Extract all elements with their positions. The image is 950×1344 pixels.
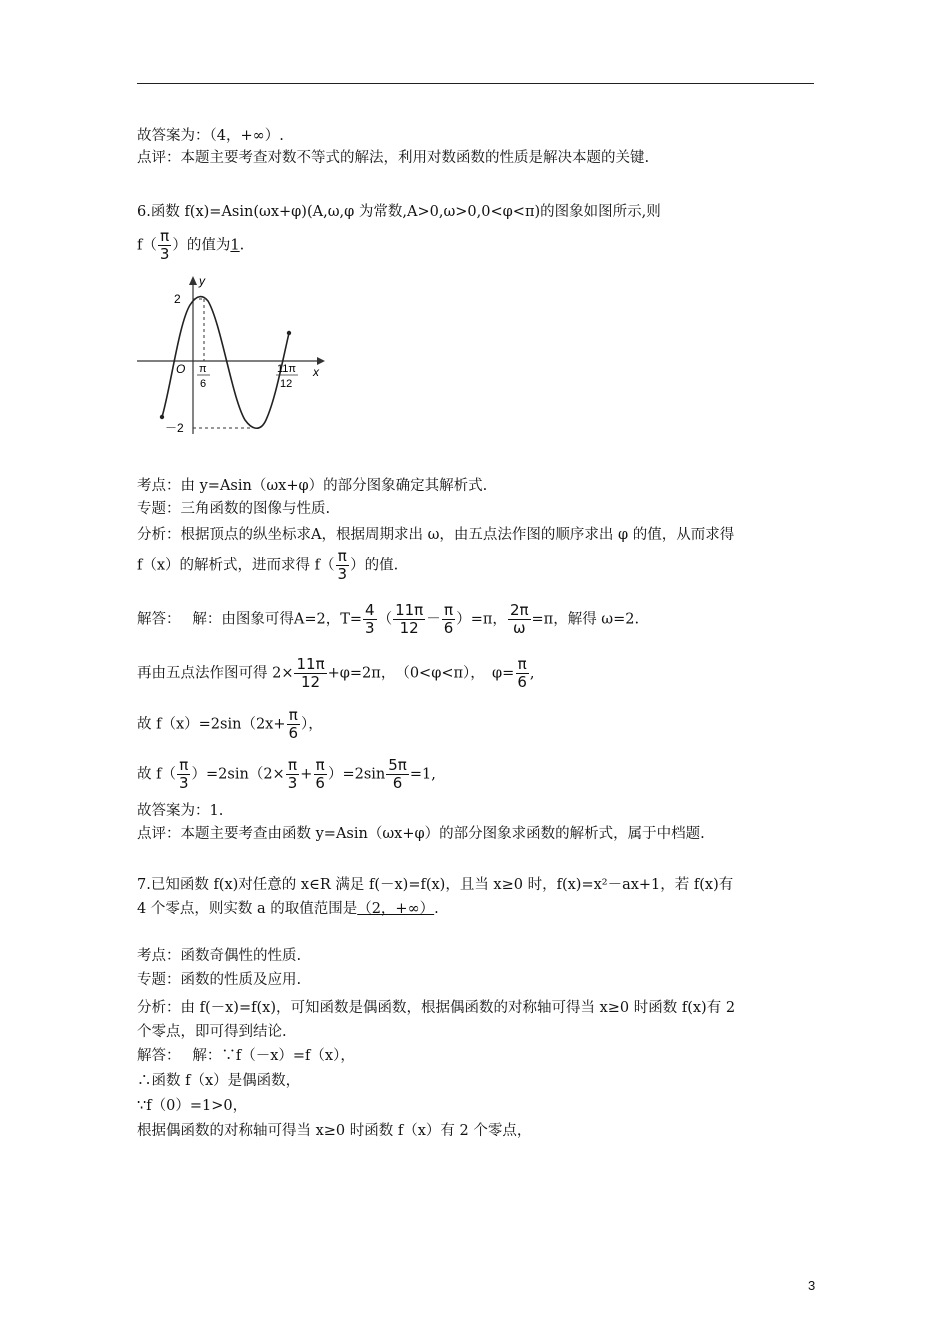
fraction: $\frac{4}{3}$ [365,601,375,637]
q7-jieda-line3: ∵f（0）=1>0， [137,1098,248,1114]
fraction: $\frac{\pi}{3}$ [178,756,189,792]
q6-fenxi-line1: 分析：根据顶点的纵坐标求A，根据周期求出 ω，由五点法作图的顺序求出 φ 的值，从而求得 [137,527,735,543]
q6-comment: 点评：本题主要考查由函数 y=Asin（ωx+φ）的部分图象求函数的解析式，属于中档题. [137,826,705,842]
q7-jieda-line4: 根据偶函数的对称轴可得当 x≥0 时函数 f（x）有 2 个零点， [137,1123,532,1139]
q6-stem-line1: 6.函数 f(x)=Asin(ωx+φ)(A,ω,φ 为常数,A>0,ω>0,0<φ<π)的图象如图所示,则 [137,204,661,220]
fraction: $\frac{\pi}{3}$ [159,227,170,263]
y-min-label: －2 [165,421,184,435]
q7-fenxi-line2: 个零点，即可得到结论. [137,1024,287,1040]
fraction: $\frac{11\pi}{12}$ [395,601,424,637]
tick2-den: 12 [280,378,293,390]
prev-answer: 故答案为：（4，+∞）. [137,128,284,144]
q7-jieda-line1: 解答： 解：∵f（－x）=f（x）， [137,1048,355,1064]
origin-label: O [176,362,186,376]
prev-comment: 点评：本题主要考查对数不等式的解法，利用对数函数的性质是解决本题的关键. [137,150,650,166]
fraction: $\frac{\pi}{6}$ [517,655,527,691]
fraction: $\frac{\pi}{3}$ [287,756,298,792]
q7-stem-line2: 4 个零点，则实数 a 的取值范围是（2，+∞）. [137,901,439,917]
fraction: $\frac{2\pi}{\omega}$ [509,601,529,637]
tick2-num: 11π [277,363,297,375]
x-axis-arrow [317,357,325,365]
q6-jieda-line4: 故 f（ $\frac{\pi}{3}$ ）=2sin（2× $\frac{\pi}{3}$ + $\frac{\pi}{6}$ ）=2sin $\frac{5\pi}{6}$ =1, [137,756,436,792]
q6-zhuanti: 专题：三角函数的图像与性质. [137,501,331,517]
q6-jieda-line3: 故 f（x）=2sin（2x+ $\frac{\pi}{6}$ ）， [137,706,323,742]
fraction: $\frac{\pi}{6}$ [443,601,454,637]
fraction: $\frac{\pi}{3}$ [337,547,348,583]
y-axis-arrow [189,276,197,285]
sine-graph [135,268,335,438]
q7-answer: （2，+∞） [357,901,435,917]
q6-fenxi-line2: f（x）的解析式，进而求得 f（ $\frac{\pi}{3}$ ）的值. [137,547,399,583]
fraction: $\frac{5\pi}{6}$ [388,756,407,792]
curve-start-point [160,415,164,419]
curve-end-point [287,331,291,335]
q7-kaodian: 考点：函数奇偶性的性质. [137,948,302,964]
tick1-den: 6 [200,378,207,390]
q7-jieda-line2: ∴函数 f（x）是偶函数， [137,1073,301,1089]
q6-jieda-line1: 解答： 解：由图象可得A=2，T= $\frac{4}{3}$ （ $\frac{11\pi}{12}$ － $\frac{\pi}{6}$ ）=π， $\frac{2\pi}{\omega}$ =π，解得 ω=2. [137,601,640,637]
fraction: $\frac{\pi}{6}$ [315,756,325,792]
y-label: y [199,274,205,288]
q7-fenxi-line1: 分析：由 f(－x)=f(x)，可知函数是偶函数，根据偶函数的对称轴可得当 x≥0 时函数 f(x)有 2 [137,1000,736,1016]
tick1-num: π [199,363,207,375]
q6-kaodian: 考点：由 y=Asin（ωx+φ）的部分图象确定其解析式. [137,478,488,494]
q6-jieda-line2: 再由五点法作图可得 2× $\frac{11\pi}{12}$ +φ=2π， （0<φ<π）， φ= $\frac{\pi}{6}$ , [137,655,535,691]
q6-answer-line: 故答案为：1. [137,803,224,819]
q7-stem-line1: 7.已知函数 f(x)对任意的 x∈R 满足 f(－x)=f(x)，且当 x≥0 时，f(x)=x²－ax+1，若 f(x)有 [137,877,734,893]
page-number: 3 [808,1278,816,1293]
fraction: $\frac{11\pi}{12}$ [296,655,325,691]
q6-stem-line2: f（ $\frac{\pi}{3}$ ）的值为1. [137,227,245,263]
q7-zhuanti: 专题：函数的性质及应用. [137,972,302,988]
x-label: x [313,365,319,379]
q6-answer: 1 [230,237,240,254]
fraction: $\frac{\pi}{6}$ [288,706,299,742]
header-rule [137,83,814,84]
y-max-label: 2 [174,292,181,306]
